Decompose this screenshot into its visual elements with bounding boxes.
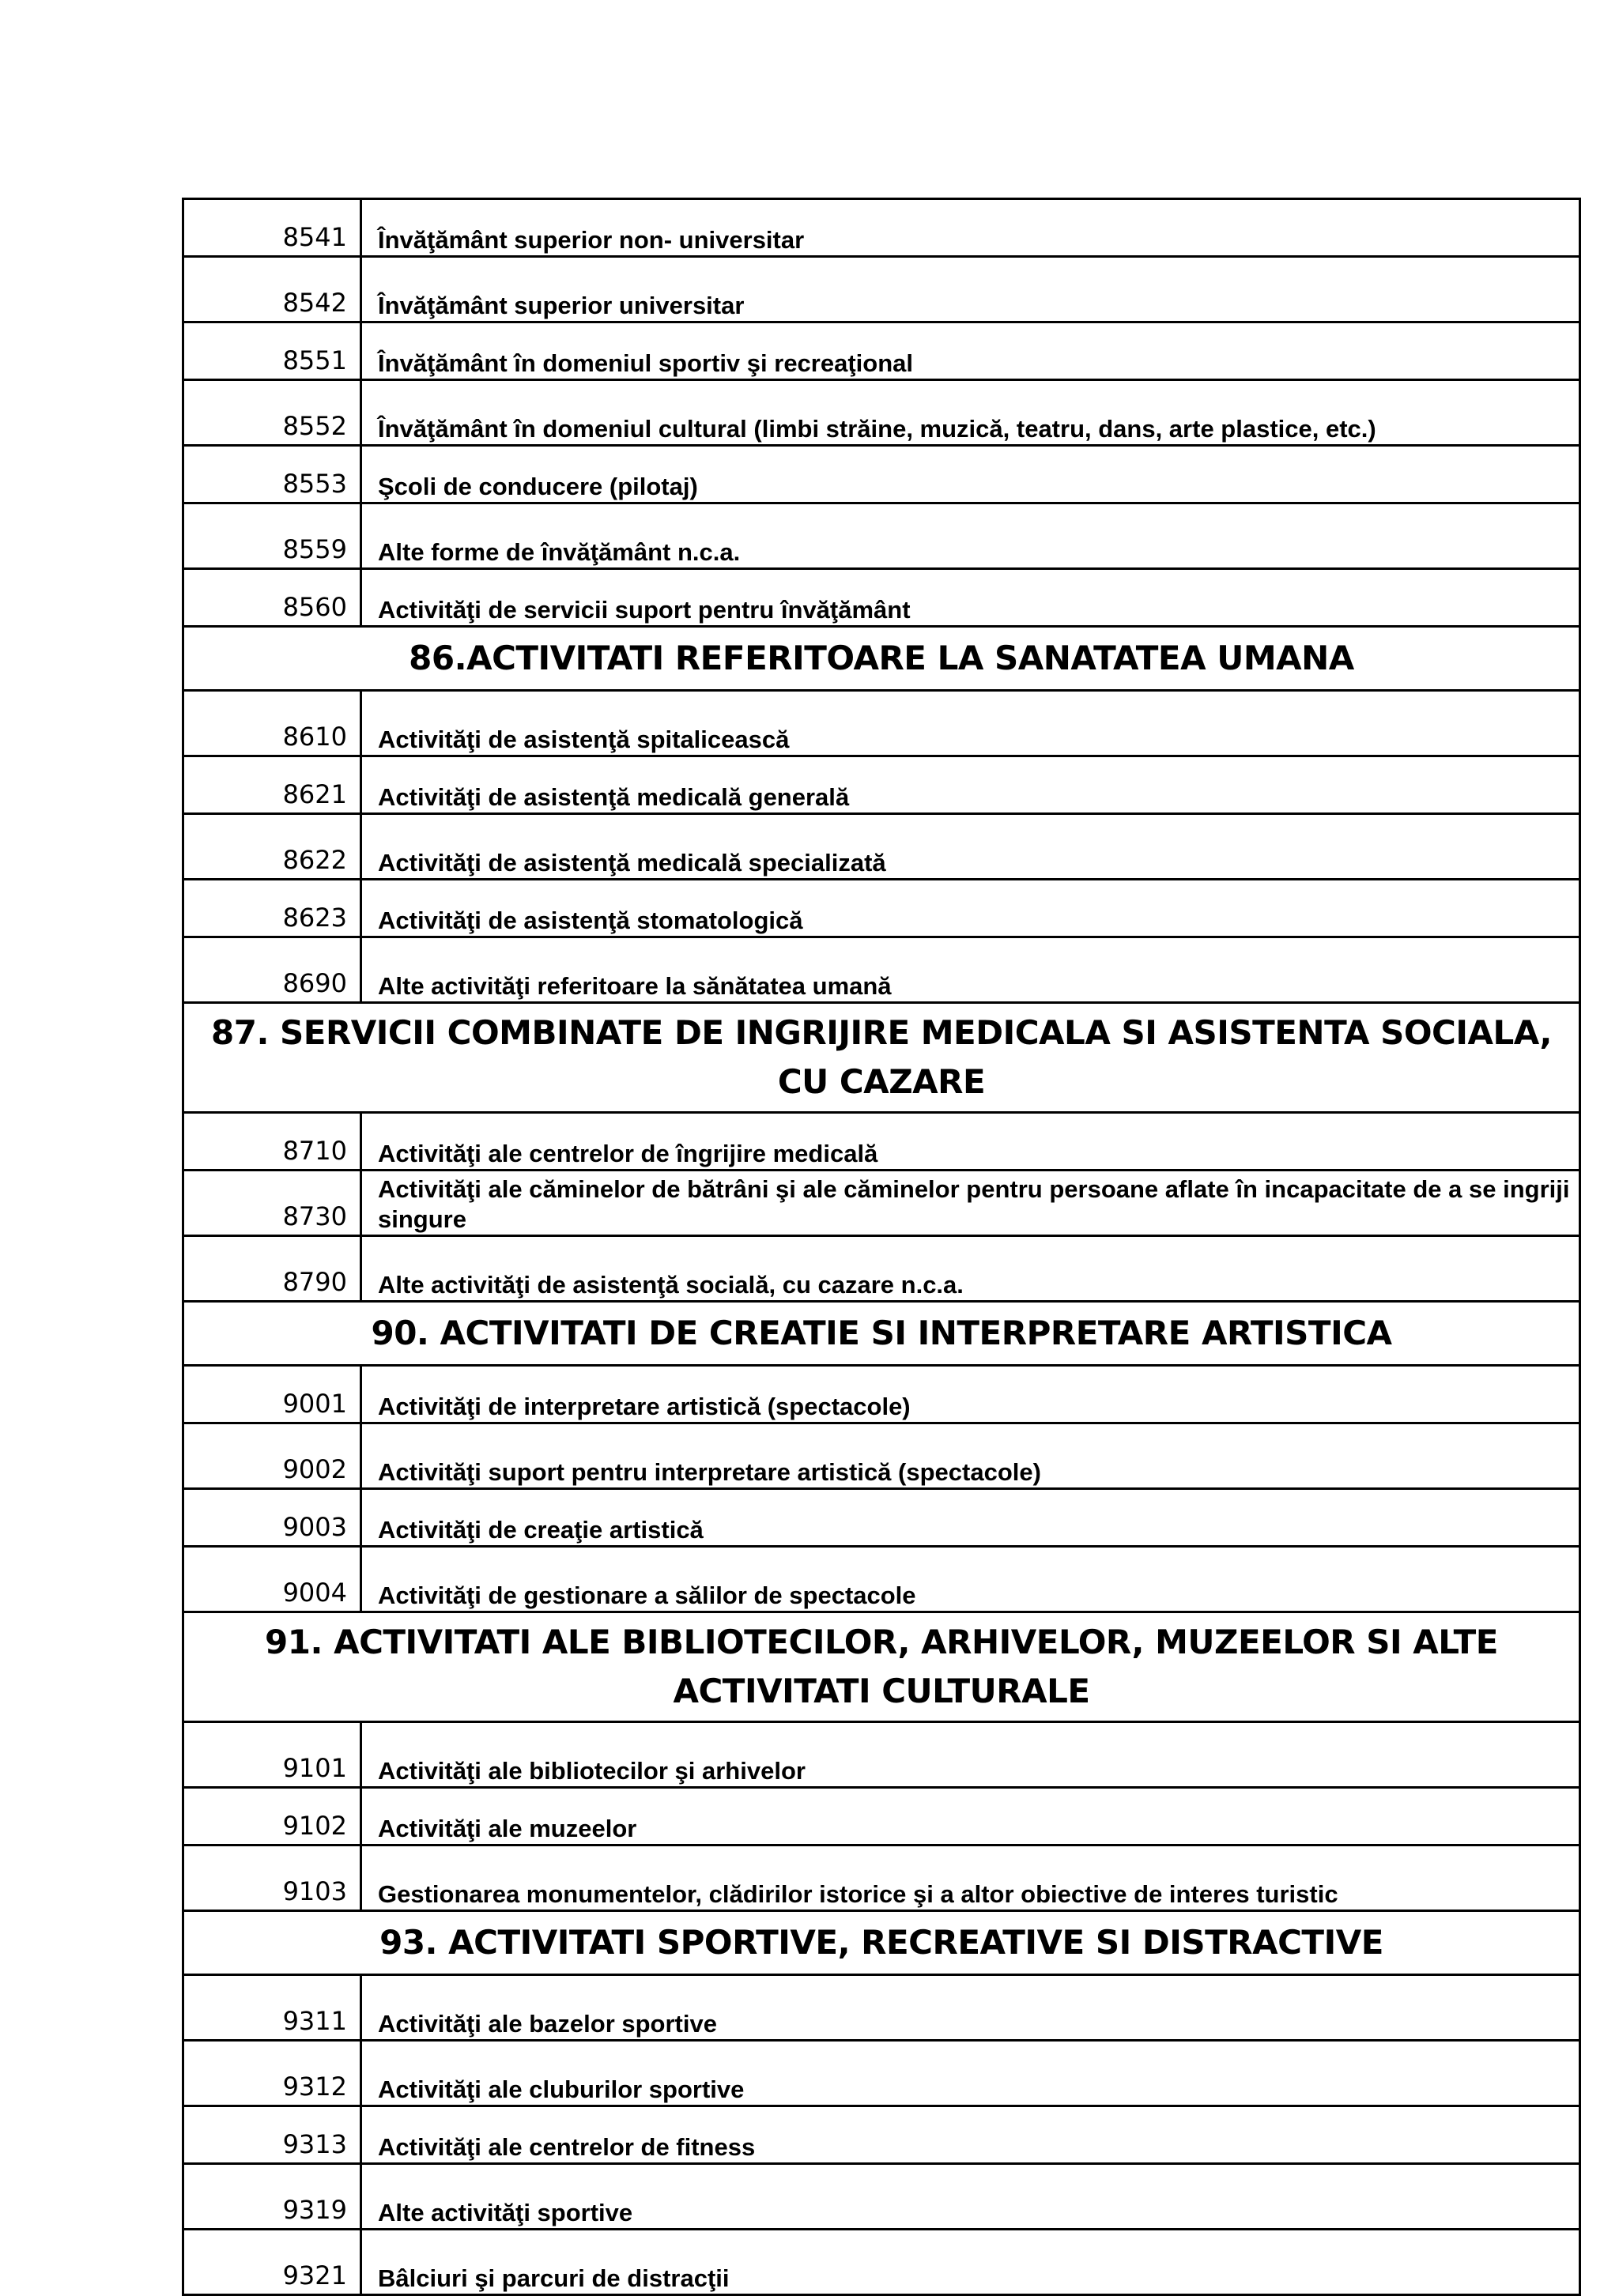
table-row — [183, 1236, 1580, 1302]
activity-description: Învăţământ superior non- universitar — [361, 199, 1580, 257]
table-row — [183, 1788, 1580, 1845]
activity-code: 9103 — [183, 1845, 361, 1911]
table-row — [183, 322, 1580, 380]
table-row — [183, 2230, 1580, 2295]
table-row — [183, 1423, 1580, 1489]
activity-description: Învăţământ în domeniul cultural (limbi străine, muzică, teatru, dans, arte plastice, etc.) — [361, 380, 1580, 446]
activity-description: Activităţi de gestionare a sălilor de spectacole — [361, 1547, 1580, 1612]
activity-description: Activităţi de asistenţă stomatologică — [361, 880, 1580, 937]
table-row — [183, 2164, 1580, 2230]
table-row — [183, 503, 1580, 569]
activity-code: 8552 — [183, 380, 361, 446]
activity-code: 8622 — [183, 814, 361, 880]
caen-code-table — [182, 198, 1581, 2296]
activity-description: Alte forme de învăţământ n.c.a. — [361, 503, 1580, 569]
activity-code: 9003 — [183, 1489, 361, 1547]
activity-code: 9001 — [183, 1366, 361, 1423]
activity-code: 9004 — [183, 1547, 361, 1612]
activity-description: Alte activităţi referitoare la sănătatea umană — [361, 937, 1580, 1003]
table-row — [183, 880, 1580, 937]
section-heading: 91. ACTIVITATI ALE BIBLIOTECILOR, ARHIVELOR, MUZEELOR SI ALTE ACTIVITATI CULTURALE — [183, 1612, 1580, 1722]
activity-code: 8553 — [183, 446, 361, 503]
table-row — [183, 691, 1580, 756]
activity-code: 9319 — [183, 2164, 361, 2230]
activity-description: Activităţi ale bibliotecilor şi arhivelor — [361, 1722, 1580, 1788]
activity-description: Activităţi ale cluburilor sportive — [361, 2041, 1580, 2106]
activity-code: 8560 — [183, 569, 361, 627]
activity-code: 9002 — [183, 1423, 361, 1489]
table-row — [183, 1171, 1580, 1236]
activity-code: 8551 — [183, 322, 361, 380]
table-row — [183, 814, 1580, 880]
table-row — [183, 937, 1580, 1003]
activity-description: Activităţi de asistenţă medicală specializată — [361, 814, 1580, 880]
activity-code: 8730 — [183, 1171, 361, 1236]
section-heading: 93. ACTIVITATI SPORTIVE, RECREATIVE SI DISTRACTIVE — [183, 1911, 1580, 1975]
activity-code: 9101 — [183, 1722, 361, 1788]
section-heading-row — [183, 1612, 1580, 1722]
activity-code: 8790 — [183, 1236, 361, 1302]
section-heading-row — [183, 627, 1580, 691]
activity-description: Activităţi de asistenţă medicală generală — [361, 756, 1580, 814]
activity-description: Bâlciuri şi parcuri de distracţii — [361, 2230, 1580, 2295]
table-row — [183, 1722, 1580, 1788]
activity-description: Activităţi ale centrelor de îngrijire medicală — [361, 1113, 1580, 1171]
activity-code: 8710 — [183, 1113, 361, 1171]
activity-description: Şcoli de conducere (pilotaj) — [361, 446, 1580, 503]
activity-description: Alte activităţi sportive — [361, 2164, 1580, 2230]
table-row — [183, 380, 1580, 446]
table-row — [183, 569, 1580, 627]
activity-description: Activităţi de interpretare artistică (spectacole) — [361, 1366, 1580, 1423]
activity-code: 8559 — [183, 503, 361, 569]
table-row — [183, 1975, 1580, 2041]
table-row — [183, 446, 1580, 503]
activity-code: 9313 — [183, 2106, 361, 2164]
activity-code: 8690 — [183, 937, 361, 1003]
table-row — [183, 2106, 1580, 2164]
activity-description: Învăţământ în domeniul sportiv şi recreaţional — [361, 322, 1580, 380]
activity-description: Activităţi de servicii suport pentru învăţământ — [361, 569, 1580, 627]
table-row — [183, 1547, 1580, 1612]
table-row — [183, 1489, 1580, 1547]
activity-code: 8541 — [183, 199, 361, 257]
activity-description: Alte activităţi de asistenţă socială, cu cazare n.c.a. — [361, 1236, 1580, 1302]
activity-code: 9321 — [183, 2230, 361, 2295]
section-heading-row — [183, 1911, 1580, 1975]
activity-description: Activităţi ale centrelor de fitness — [361, 2106, 1580, 2164]
table-row — [183, 1845, 1580, 1911]
activity-description: Activităţi de asistenţă spitalicească — [361, 691, 1580, 756]
activity-description: Activităţi ale căminelor de bătrâni şi ale căminelor pentru persoane aflate în incapacitate de a se ingriji singure — [361, 1171, 1580, 1236]
table-row — [183, 756, 1580, 814]
activity-description: Gestionarea monumentelor, clădirilor istorice şi a altor obiective de interes turistic — [361, 1845, 1580, 1911]
section-heading-row — [183, 1003, 1580, 1113]
activity-description: Activităţi suport pentru interpretare artistică (spectacole) — [361, 1423, 1580, 1489]
activity-code: 8621 — [183, 756, 361, 814]
activity-description: Activităţi ale muzeelor — [361, 1788, 1580, 1845]
activity-code: 9312 — [183, 2041, 361, 2106]
section-heading: 90. ACTIVITATI DE CREATIE SI INTERPRETARE ARTISTICA — [183, 1302, 1580, 1366]
activity-code: 8610 — [183, 691, 361, 756]
activity-code: 8542 — [183, 257, 361, 322]
table-row — [183, 1366, 1580, 1423]
section-heading: 87. SERVICII COMBINATE DE INGRIJIRE MEDICALA SI ASISTENTA SOCIALA, CU CAZARE — [183, 1003, 1580, 1113]
section-heading-row — [183, 1302, 1580, 1366]
section-heading: 86.ACTIVITATI REFERITOARE LA SANATATEA UMANA — [183, 627, 1580, 691]
activity-description: Învăţământ superior universitar — [361, 257, 1580, 322]
table-row — [183, 1113, 1580, 1171]
table-row — [183, 2041, 1580, 2106]
activity-code: 9311 — [183, 1975, 361, 2041]
activity-description: Activităţi de creaţie artistică — [361, 1489, 1580, 1547]
table-row — [183, 199, 1580, 257]
activity-description: Activităţi ale bazelor sportive — [361, 1975, 1580, 2041]
table-row — [183, 257, 1580, 322]
activity-code: 9102 — [183, 1788, 361, 1845]
activity-code: 8623 — [183, 880, 361, 937]
